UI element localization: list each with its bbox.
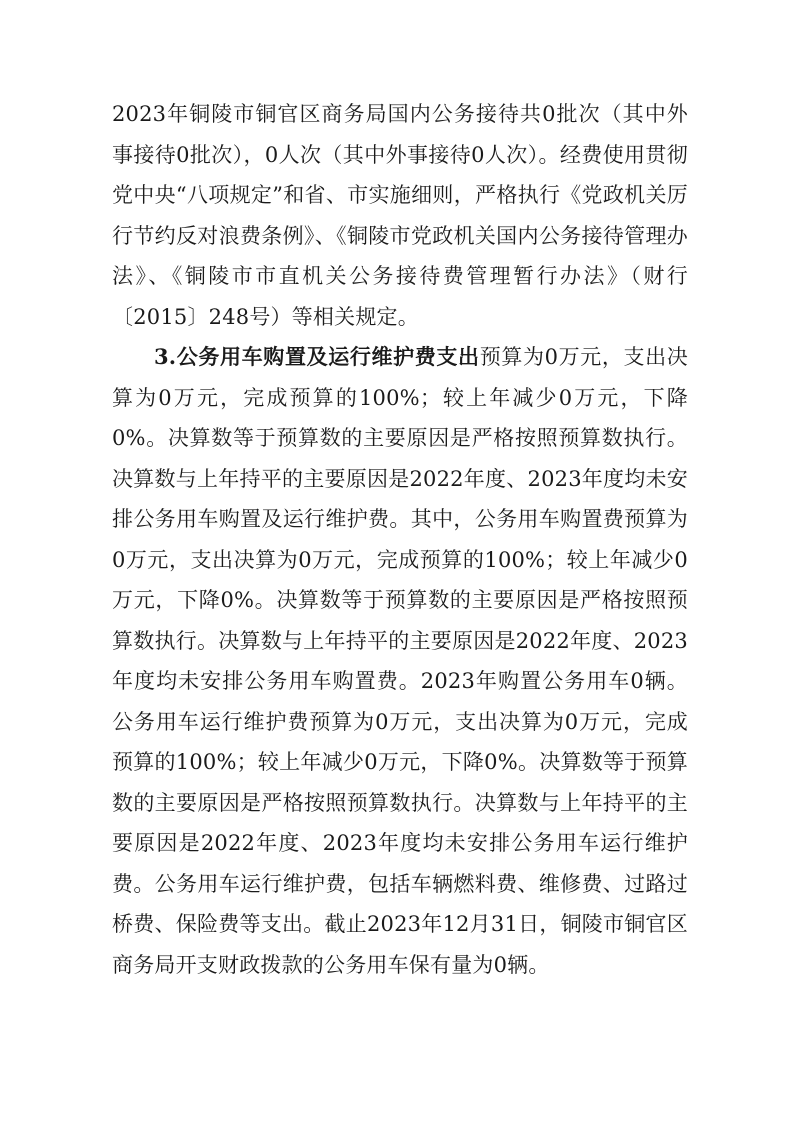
section-heading-vehicle-expenses: 3.公务用车购置及运行维护费支出 (154, 344, 480, 369)
paragraph-reception (112, 94, 688, 337)
paragraph-vehicle-expenses-text: 预算为0万元，支出决算为0万元，完成预算的100%；较上年减少0万元，下降0%。决算数等于预算数的主要原因是严格按照预算数执行。决算数与上年持平的主要原因是2022年度、2023年度均未安排公务用车购置及运行维护费。其中，公务用车购置费预算为0万元，支出决算为0万元，完成预算的100%；较上年减少0万元，下降0%。决算数等于预算数的主要原因是严格按照预算数执行。决算数与上年持平的主要原因是2022年度、2023年度均未安排公务用车购置费。2023年购置公务用车0辆。公务用车运行维护费预算为0万元，支出决算为0万元，完成预算的100%；较上年减少0万元，下降0%。决算数等于预算数的主要原因是严格按照预算数执行。决算数与上年持平的主要原因是2022年度、2023年度均未安排公务用车运行维护费。公务用车运行维护费，包括车辆燃料费、维修费、过路过桥费、保险费等支出。截止2023年12月31日，铜陵市铜官区商务局开支财政拨款的公务用车保有量为0辆。 (112, 345, 688, 977)
document-body (112, 94, 688, 985)
paragraph-vehicle-expenses (112, 337, 688, 985)
paragraph-reception-text: 2023年铜陵市铜官区商务局国内公务接待共0批次（其中外事接待0批次），0人次（其中外事接待0人次）。经费使用贯彻党中央“八项规定”和省、市实施细则，严格执行《党政机关厉行节约反对浪费条例》、《铜陵市党政机关国内公务接待管理办法》、《铜陵市市直机关公务接待费管理暂行办法》（财行〔2015〕248号）等相关规定。 (112, 102, 688, 329)
